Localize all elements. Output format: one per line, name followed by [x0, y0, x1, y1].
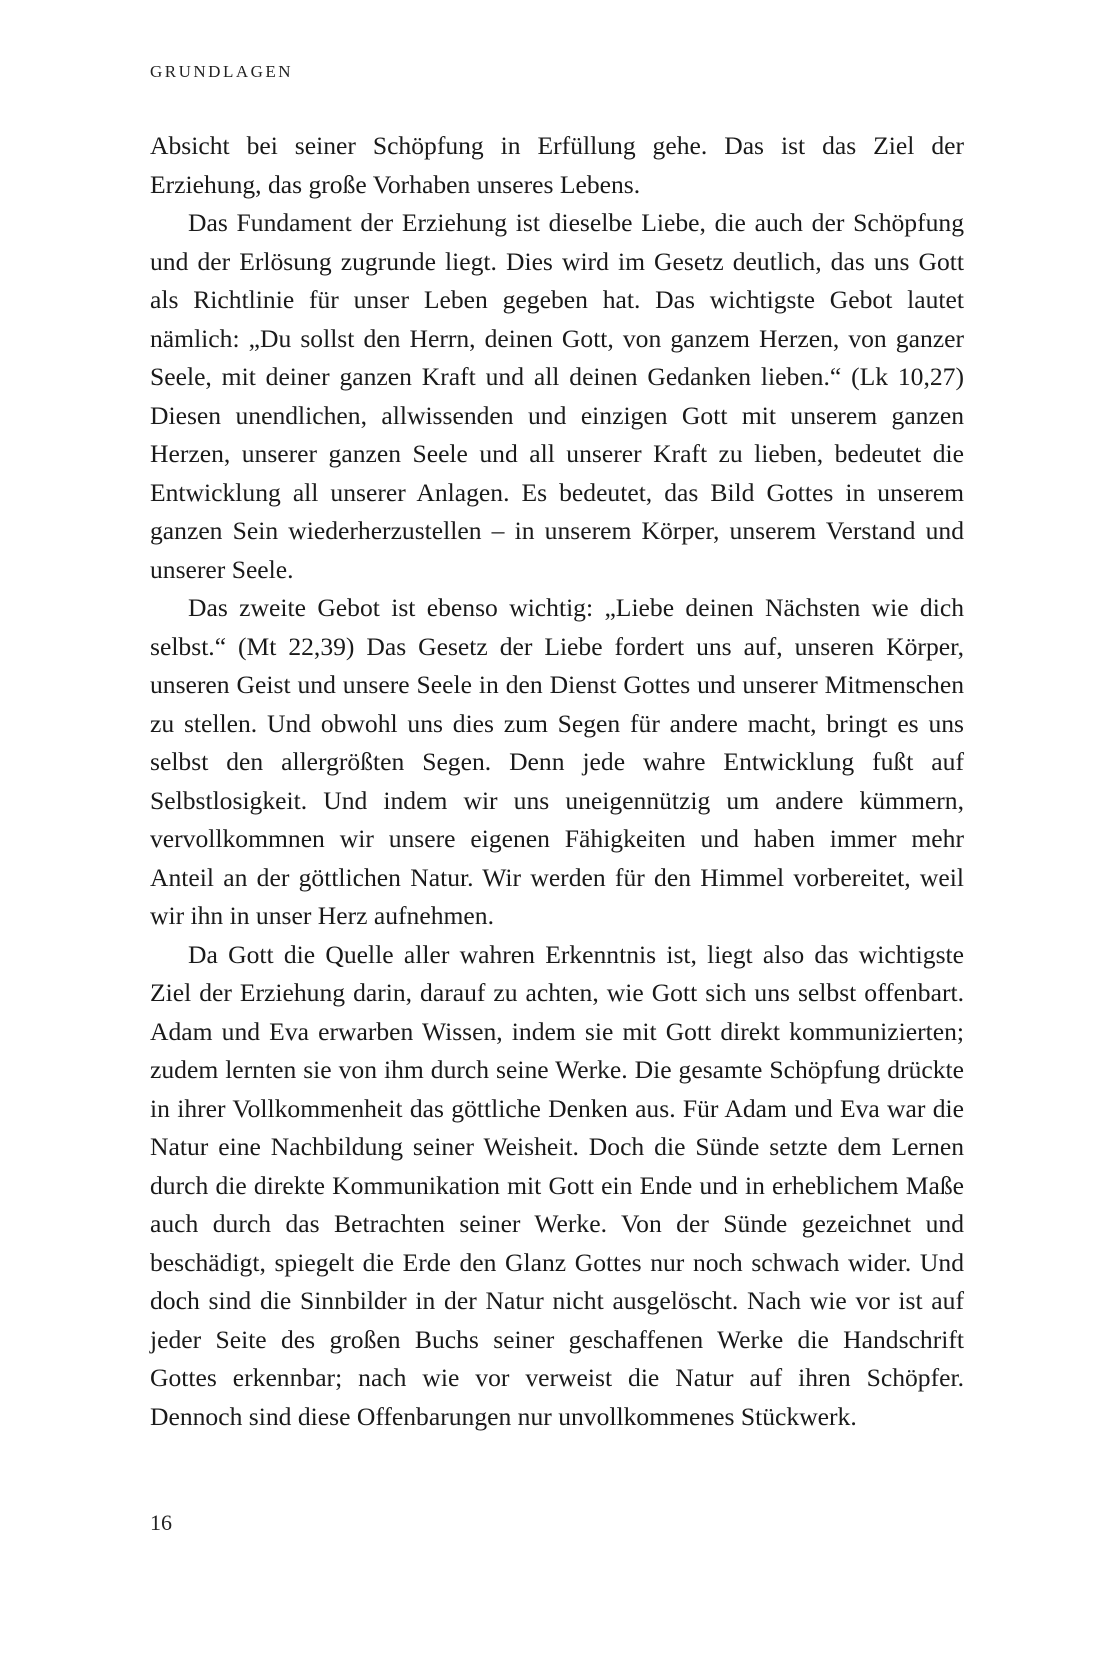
paragraph: Das zweite Gebot ist ebenso wichtig: „Liebe deinen Nächsten wie dich selbst.“ (Mt 22,39) Das Gesetz der Liebe fordert uns auf, unseren Körper, unseren Geist und unsere Seele in den Dienst Gottes und unserer Mitmenschen zu stellen. Und obwohl uns dies zum Segen für andere macht, bringt es uns selbst den allergrößten Segen. Denn jede wahre Entwicklung fußt auf Selbstlosigkeit. Und indem wir uns uneigennützig um andere kümmern, vervollkommnen wir unsere eigenen Fähigkeiten und haben immer mehr Anteil an der göttlichen Natur. Wir werden für den Himmel vorbereitet, weil wir ihn in unser Herz aufnehmen.: [150, 593, 964, 930]
body-text: [150, 127, 964, 1436]
paragraph: Da Gott die Quelle aller wahren Erkenntnis ist, liegt also das wichtigste Ziel der Erziehung darin, darauf zu achten, wie Gott sich uns selbst offenbart. Adam und Eva erwarben Wissen, indem sie mit Gott direkt kommunizierten; zudem lernten sie von ihm durch seine Werke. Die gesamte Schöpfung drückte in ihrer Vollkommenheit das göttliche Denken aus. Für Adam und Eva war die Natur eine Nachbildung seiner Weisheit. Doch die Sünde setzte dem Lernen durch die direkte Kommunikation mit Gott ein Ende und in erheblichem Maße auch durch das Betrachten seiner Werke. Von der Sünde gezeichnet und beschädigt, spiegelt die Erde den Glanz Gottes nur noch schwach wider. Und doch sind die Sinnbilder in der Natur nicht ausgelöscht. Nach wie vor ist auf jeder Seite des großen Buchs seiner geschaffenen Werke die Handschrift Gottes erkennbar; nach wie vor verweist die Natur auf ihren Schöpfer. Dennoch sind diese Offenbarungen nur unvollkommenes Stückwerk.: [150, 939, 964, 1431]
paragraph: Das Fundament der Erziehung ist dieselbe Liebe, die auch der Schöpfung und der Erlösung zugrunde liegt. Dies wird im Gesetz deutlich, das uns Gott als Richtlinie für unser Leben gegeben hat. Das wichtigste Gebot lautet nämlich: „Du sollst den Herrn, deinen Gott, von ganzem Herzen, von ganzer Seele, mit deiner ganzen Kraft und all deinen Gedanken lieben.“ (Lk 10,27) Diesen unendlichen, allwissenden und einzigen Gott mit unserem ganzen Herzen, unserer ganzen Seele und all unserer Kraft zu lieben, bedeutet die Entwicklung all unserer Anlagen. Es bedeutet, das Bild Gottes in unserem ganzen Sein wiederherzustellen – in unserem Körper, unserem Verstand und unserer Seele.: [150, 208, 964, 584]
paragraph: Absicht bei seiner Schöpfung in Erfüllung gehe. Das ist das Ziel der Erziehung, das große Vorhaben unseres Lebens.: [150, 131, 964, 199]
running-head: GRUNDLAGEN: [150, 62, 294, 81]
page-number: 16: [150, 1510, 172, 1535]
